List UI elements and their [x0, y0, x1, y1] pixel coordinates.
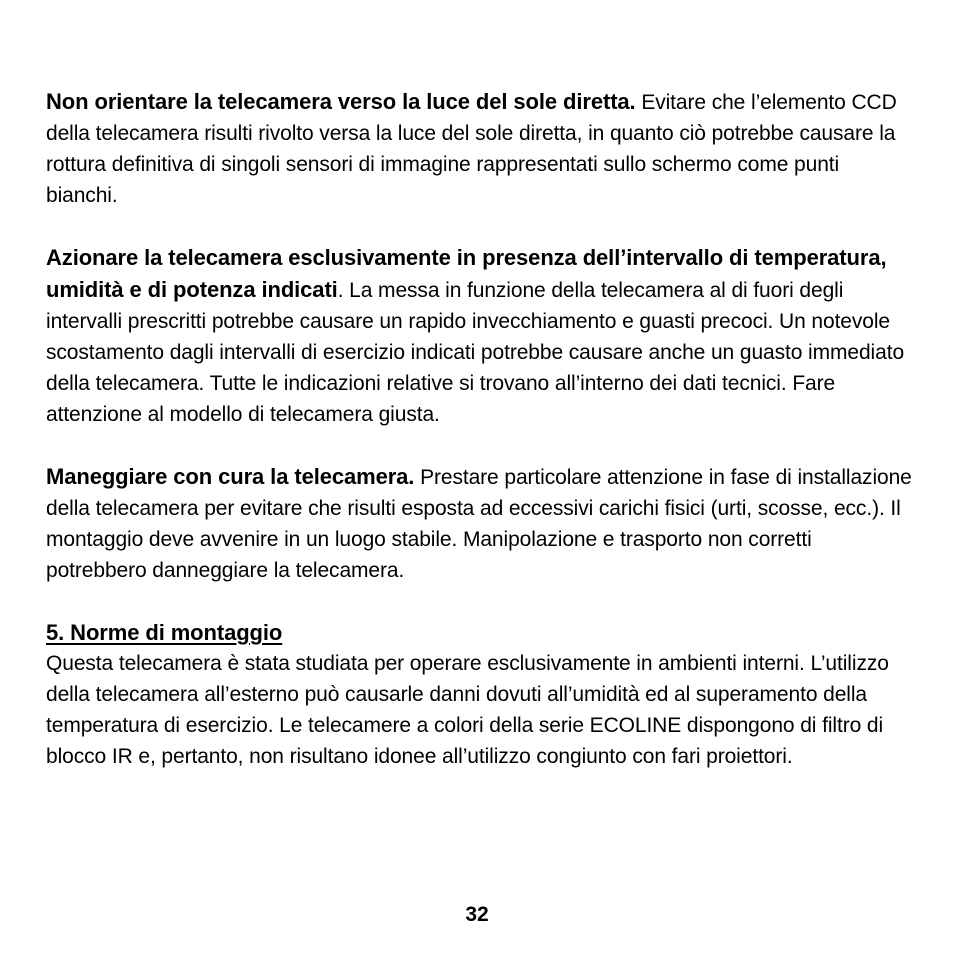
section-heading: 5. Norme di montaggio	[46, 620, 283, 645]
paragraph-body: Prestare particolare attenzione in fase di installazione della telecamera per evitare che risulti esposta ad eccessivi carichi fisici (urti, scosse, ecc.). Il montaggio deve avvenire in un luogo stabile. Manipolazione e trasporto non corretti potrebbero danneggiare la telecamera.	[46, 466, 912, 582]
paragraph-body: Evitare che l’elemento CCD della telecamera risulti rivolto versa la luce del sole diretta, in quanto ciò potrebbe causare la rottura definitiva di singoli sensori di immagine rappresentati sullo schermo come punti bianchi.	[46, 91, 897, 207]
paragraph-handle-with-care	[46, 461, 916, 586]
page-number: 32	[465, 903, 489, 926]
section-body: Questa telecamera è stata studiata per operare esclusivamente in ambienti interni. L’utilizzo della telecamera all’esterno può causarle danni dovuti all’umidità ed al superamento della temperatura di esercizio. Le telecamere a colori della serie ECOLINE dispongono di filtro di blocco IR e, pertanto, non risultano idonee all’utilizzo congiunto con fari proiettori.	[46, 652, 889, 768]
paragraph-sunlight-warning	[46, 86, 916, 211]
paragraph-heading: Non orientare la telecamera verso la luce del sole diretta.	[46, 89, 636, 114]
paragraph-operating-conditions	[46, 242, 916, 430]
section-mounting-rules	[46, 617, 916, 772]
paragraph-body: . La messa in funzione della telecamera al di fuori degli intervalli prescritti potrebbe causare un rapido invecchiamento e guasti precoci. Un notevole scostamento dagli intervalli di esercizio indicati potrebbe causare anche un guasto immediato della telecamera. Tutte le indicazioni relative si trovano all’interno dei dati tecnici. Fare attenzione al modello di telecamera giusta.	[46, 279, 905, 426]
paragraph-heading: Azionare la telecamera esclusivamente in presenza dell’intervallo di temperatura, umidità e di potenza indicati	[46, 245, 887, 302]
paragraph-heading: Maneggiare con cura la telecamera.	[46, 464, 415, 489]
page-content	[46, 86, 916, 772]
